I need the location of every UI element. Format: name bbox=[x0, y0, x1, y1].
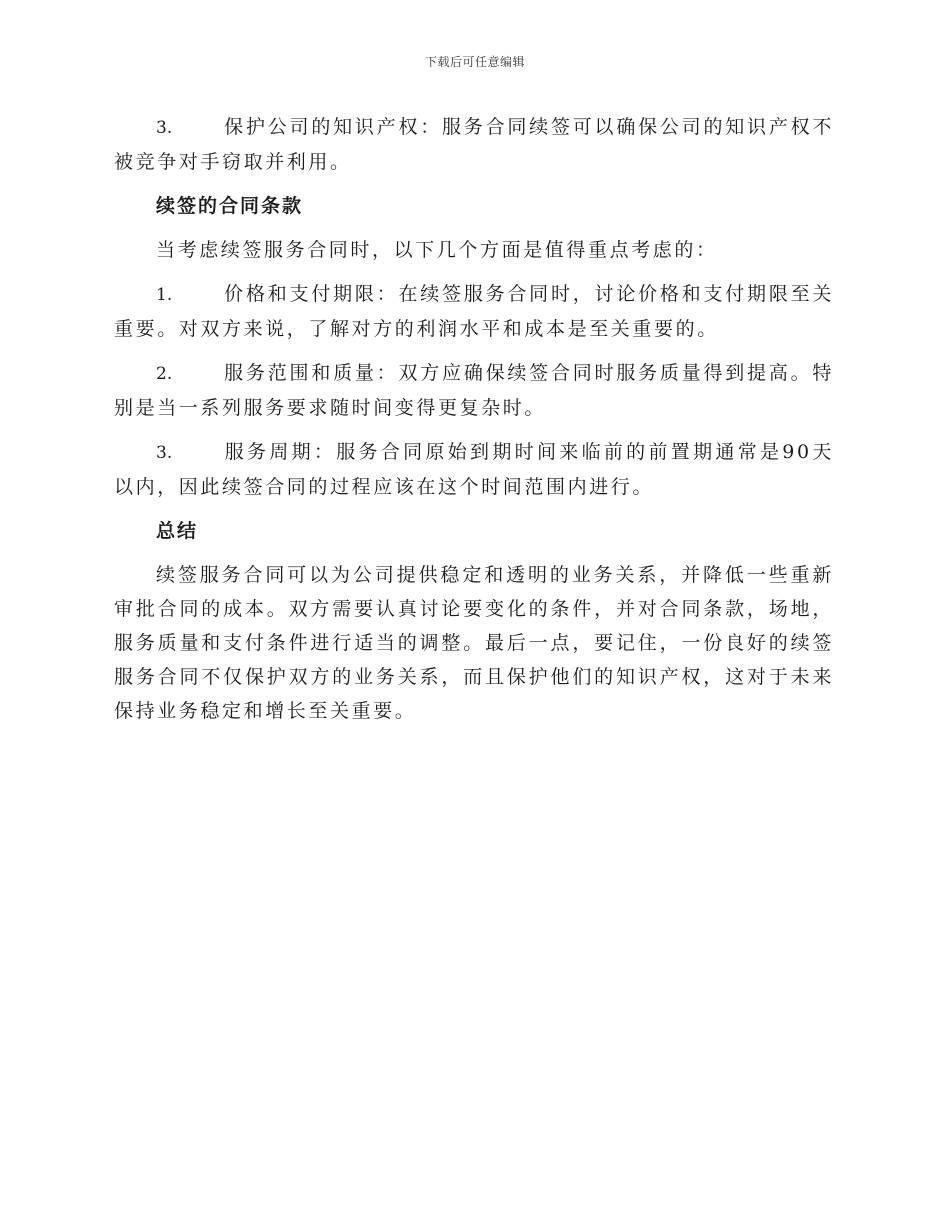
list-item-number: 3. bbox=[156, 443, 173, 463]
list-item-text: 价格和支付期限：在续签服务合同时，讨论价格和支付期限至关重要。对双方来说，了解对方的利润水平和成本是至关重要的。 bbox=[114, 283, 834, 340]
section-intro-paragraph: 当考虑续签服务合同时，以下几个方面是值得重点考虑的： bbox=[156, 239, 718, 261]
list-item-number: 2. bbox=[156, 364, 173, 384]
summary-paragraph: 续签服务合同可以为公司提供稳定和透明的业务关系，并降低一些重新审批合同的成本。双方需要认真讨论要变化的条件，并对合同条款，场地，服务质量和支付条件进行适当的调整。最后一点，要记住，一份良好的续签服务合同不仅保护双方的业务关系，而且保护他们的知识产权，这对于未来保持业务稳定和增长至关重要。 bbox=[114, 564, 834, 722]
list-item-number: 1. bbox=[156, 285, 173, 305]
list-item-period bbox=[114, 435, 834, 504]
list-item-text: 服务周期：服务合同原始到期时间来临前的前置期通常是90天以内，因此续签合同的过程应该在这个时间范围内进行。 bbox=[114, 441, 834, 498]
section-heading-terms: 续签的合同条款 bbox=[156, 195, 304, 217]
section-heading-summary: 总结 bbox=[156, 520, 199, 542]
list-item-protect-ip bbox=[114, 110, 834, 179]
list-item-text: 保护公司的知识产权：服务合同续签可以确保公司的知识产权不被竞争对手窃取并利用。 bbox=[114, 116, 834, 173]
document-body bbox=[114, 110, 834, 738]
list-item-text: 服务范围和质量：双方应确保续签合同时服务质量得到提高。特别是当一系列服务要求随时间变得更复杂时。 bbox=[114, 362, 834, 419]
list-item-price bbox=[114, 277, 834, 346]
page-header: 下载后可任意编辑 bbox=[424, 55, 525, 69]
list-item-number: 3. bbox=[156, 118, 173, 138]
list-item-scope bbox=[114, 356, 834, 425]
